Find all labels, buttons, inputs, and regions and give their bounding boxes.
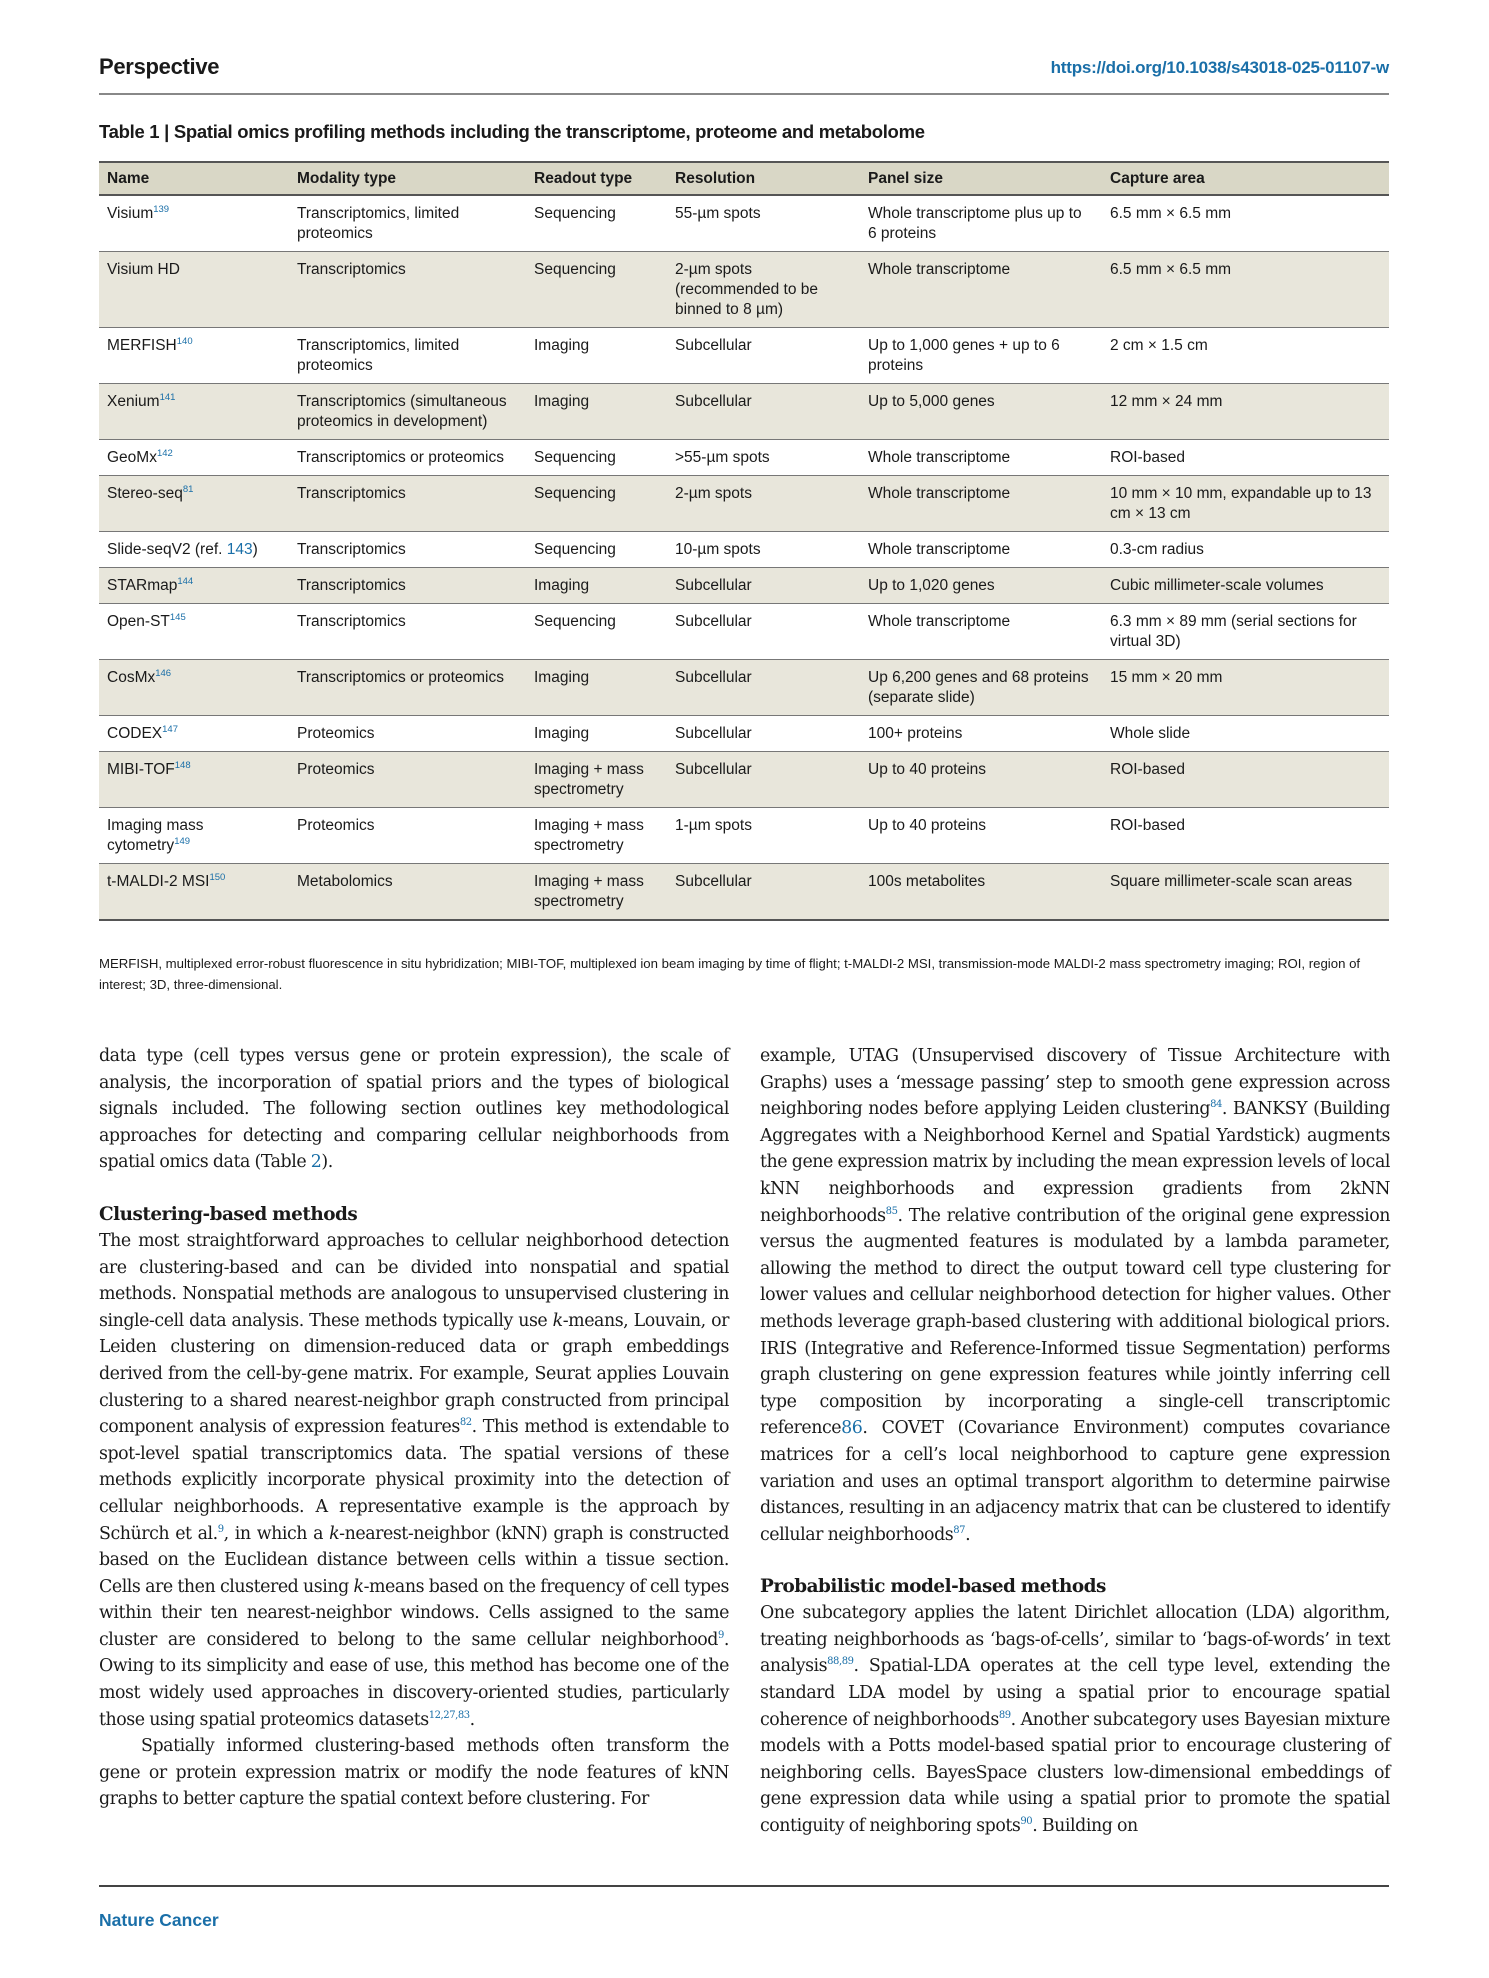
cell-panel-size-text: 100+ proteins	[868, 725, 963, 742]
cell-name-text: Xenium	[107, 393, 160, 410]
cell-capture-area-text: 6.3 mm × 89 mm (serial sections for virtual 3D)	[1110, 613, 1357, 650]
cell-readout	[526, 660, 667, 716]
cell-capture-area	[1102, 568, 1389, 604]
cell-resolution-text: Subcellular	[675, 393, 752, 410]
cell-resolution-text: 2-µm spots (recommended to be binned to 8 µm)	[675, 261, 819, 318]
cell-panel-size	[860, 440, 1102, 476]
cell-readout	[526, 532, 667, 568]
table-row	[99, 808, 1389, 864]
cell-capture-area	[1102, 195, 1389, 252]
citation-superscript[interactable]: 85	[885, 1205, 898, 1217]
column-header-name: Name	[99, 162, 289, 195]
running-head	[99, 54, 1389, 90]
cell-modality	[289, 476, 526, 532]
citation-superscript[interactable]: 9	[718, 1629, 724, 1641]
cell-name	[99, 476, 289, 532]
cell-capture-area	[1102, 384, 1389, 440]
cell-readout-text: Sequencing	[534, 261, 616, 278]
cell-name-text: STARmap	[107, 577, 178, 594]
cell-resolution	[667, 195, 860, 252]
cell-modality-text: Transcriptomics	[297, 613, 406, 630]
cell-capture-area	[1102, 808, 1389, 864]
reference-superscript[interactable]: 150	[209, 872, 226, 883]
cell-resolution-text: >55-µm spots	[675, 449, 770, 466]
table-row	[99, 195, 1389, 252]
cell-readout-text: Imaging + mass spectrometry	[534, 761, 644, 798]
cell-name	[99, 195, 289, 252]
cell-name-text: Imaging mass cytometry	[107, 817, 204, 854]
column-header-capture-area: Capture area	[1102, 162, 1389, 195]
paragraph: The most straightforward approaches to cellular neighborhood detection are clustering-based and can be divided into nonspatial and spatial methods. Nonspatial methods are analogous to unsupervised clustering in single-cell data analysis. These methods typically use k-means, Louvain, or Leiden clustering on dimension-reduced data or graph embeddings derived from the cell-by-gene matrix. For example, Seurat applies Louvain clustering to a shared nearest-neighbor graph constructed from principal component analysis of expression features$^{82}$. This method is extendable to spot-level spatial transcriptomics data. The spatial versions of these methods explicitly incorporate physical proximity into the detection of cellular neighborhoods. A representative example is the approach by Schürch et al.$^9$, in which a k-nearest-neighbor (kNN) graph is constructed based on the Euclidean distance between cells within a tissue section. Cells are then clustered using k-means based on the frequency of cell types within their ten nearest-neighbor windows. Cells assigned to the same cluster are considered to belong to the same cellular neighborhood$^9$. Owing to its simplicity and ease of use, this method has become one of the most widely used approaches in discovery-oriented studies, particularly those using spatial proteomics datasets$^{12,27,83}$.	[99, 1230, 729, 1730]
cell-name-text: t-MALDI-2 MSI	[107, 873, 210, 890]
cell-modality	[289, 604, 526, 660]
cell-panel-size-text: Whole transcriptome	[868, 485, 1011, 502]
cell-modality	[289, 328, 526, 384]
cell-readout	[526, 440, 667, 476]
cell-capture-area	[1102, 604, 1389, 660]
cell-capture-area-text: 0.3-cm radius	[1110, 541, 1204, 558]
cell-readout-text: Imaging	[534, 669, 590, 686]
cell-resolution-text: Subcellular	[675, 669, 752, 686]
cell-modality-text: Transcriptomics	[297, 577, 406, 594]
cell-readout	[526, 195, 667, 252]
journal-name[interactable]: Nature Cancer	[99, 1910, 219, 1930]
cell-resolution-text: Subcellular	[675, 873, 752, 890]
cell-modality-text: Proteomics	[297, 761, 375, 778]
cell-resolution	[667, 660, 860, 716]
table-header-row	[99, 162, 1389, 195]
cell-capture-area	[1102, 328, 1389, 384]
cell-name-suffix: )	[252, 541, 258, 558]
cell-resolution-text: 10-µm spots	[675, 541, 761, 558]
cell-panel-size	[860, 328, 1102, 384]
cell-panel-size-text: Up 6,200 genes and 68 proteins (separate slide)	[868, 669, 1089, 706]
cell-resolution	[667, 476, 860, 532]
cell-readout	[526, 864, 667, 921]
italic-text: k	[552, 1310, 563, 1331]
cell-name-text: Visium	[107, 205, 154, 222]
paragraph: example, UTAG (Unsupervised discovery of Tissue Architecture with Graphs) uses a ‘message passing’ step to smooth gene expression across neighboring nodes before applying Leiden clustering$^{84}$. BANKSY (Building Aggregates with a Neighborhood Kernel and Spatial Yardstick) augments the gene expression matrix by including the mean expression levels of local kNN neighborhoods and expression gradients from 2kNN neighborhoods$^{85}$. The relative contribution of the original gene expression versus the augmented features is modulated by a lambda parameter, allowing the method to direct the output toward cell type clustering for lower values and cellular neighborhood detection for higher values. Other methods leverage graph-based clustering with additional biological priors. IRIS (Integrative and Reference-Informed tissue Segmentation) performs graph clustering on gene expression features while jointly inferring cell type composition by incorporating a single-cell transcriptomic reference86. COVET (Covariance Environment) computes covariance matrices for a cell’s local neighborhood to capture gene expression variation and uses an optimal transport algorithm to determine pairwise distances, resulting in an adjacency matrix that can be clustered to identify cellular neighborhoods$^{87}$.	[760, 1046, 1390, 1545]
cell-resolution-text: Subcellular	[675, 337, 752, 354]
cell-readout	[526, 252, 667, 328]
cell-readout	[526, 604, 667, 660]
cell-readout-text: Imaging	[534, 337, 590, 354]
table-row	[99, 604, 1389, 660]
cell-modality-text: Transcriptomics, limited proteomics	[297, 205, 460, 242]
cell-panel-size	[860, 716, 1102, 752]
reference-superscript[interactable]: 141	[159, 392, 176, 403]
cell-modality	[289, 752, 526, 808]
table-row	[99, 252, 1389, 328]
cell-capture-area	[1102, 476, 1389, 532]
citation-link[interactable]: 86	[841, 1418, 863, 1439]
citation-superscript[interactable]: 90	[1020, 1816, 1033, 1828]
table-caption: Table 1 | Spatial omics profiling methods including the transcriptome, proteome and metabolome	[99, 121, 925, 142]
table-row	[99, 440, 1389, 476]
cell-modality	[289, 808, 526, 864]
cell-resolution-text: 2-µm spots	[675, 485, 752, 502]
cell-resolution-text: 1-µm spots	[675, 817, 752, 834]
cell-modality	[289, 384, 526, 440]
cell-readout-text: Sequencing	[534, 613, 616, 630]
citation-link[interactable]: 2	[310, 1152, 322, 1173]
table-row	[99, 384, 1389, 440]
cell-capture-area-text: 2 cm × 1.5 cm	[1110, 337, 1208, 354]
cell-modality	[289, 716, 526, 752]
cell-modality-text: Metabolomics	[297, 873, 393, 890]
cell-capture-area	[1102, 864, 1389, 921]
cell-name-text: MERFISH	[107, 337, 177, 354]
cell-name	[99, 568, 289, 604]
cell-panel-size-text: Up to 40 proteins	[868, 761, 987, 778]
table-row	[99, 568, 1389, 604]
cell-readout-text: Sequencing	[534, 205, 616, 222]
cell-name-text: Slide-seqV2 (ref.	[107, 541, 227, 558]
cell-resolution	[667, 864, 860, 921]
cell-name-text: CosMx	[107, 669, 156, 686]
cell-readout	[526, 808, 667, 864]
cell-panel-size-text: 100s metabolites	[868, 873, 986, 890]
cell-capture-area	[1102, 716, 1389, 752]
cell-modality-text: Transcriptomics, limited proteomics	[297, 337, 460, 374]
cell-panel-size-text: Whole transcriptome	[868, 261, 1011, 278]
cell-readout	[526, 716, 667, 752]
cell-modality-text: Transcriptomics or proteomics	[297, 669, 505, 686]
cell-resolution-text: Subcellular	[675, 577, 752, 594]
table-row	[99, 660, 1389, 716]
cell-modality-text: Transcriptomics or proteomics	[297, 449, 505, 466]
paragraph: Spatially informed clustering-based methods often transform the gene or protein expression matrix or modify the node features of kNN graphs to better capture the spatial context before clustering. For	[99, 1736, 729, 1810]
cell-panel-size-text: Whole transcriptome	[868, 541, 1011, 558]
cell-panel-size	[860, 568, 1102, 604]
cell-panel-size-text: Whole transcriptome	[868, 449, 1011, 466]
citation-superscript[interactable]: 12,27,83	[428, 1709, 470, 1721]
table-row	[99, 752, 1389, 808]
cell-resolution	[667, 384, 860, 440]
cell-capture-area-text: 12 mm × 24 mm	[1110, 393, 1223, 410]
cell-readout-text: Sequencing	[534, 449, 616, 466]
cell-capture-area-text: ROI-based	[1110, 449, 1185, 466]
reference-superscript[interactable]: 146	[155, 668, 172, 679]
cell-readout-text: Imaging	[534, 393, 590, 410]
table-row	[99, 476, 1389, 532]
cell-name	[99, 328, 289, 384]
cell-panel-size-text: Up to 1,000 genes + up to 6 proteins	[868, 337, 1060, 374]
cell-name	[99, 384, 289, 440]
cell-resolution	[667, 808, 860, 864]
cell-name-text: Stereo-seq	[107, 485, 183, 502]
reference-superscript[interactable]: 147	[162, 724, 178, 735]
reference-superscript[interactable]: 145	[169, 612, 186, 623]
table-body	[99, 195, 1389, 920]
cell-name	[99, 716, 289, 752]
section-heading-clustering: Clustering-based methods	[99, 1203, 358, 1225]
cell-resolution	[667, 604, 860, 660]
table-row	[99, 716, 1389, 752]
citation-superscript[interactable]: 84	[1210, 1099, 1222, 1111]
cell-name	[99, 808, 289, 864]
cell-resolution-text: Subcellular	[675, 725, 752, 742]
reference-superscript[interactable]: 148	[174, 760, 191, 771]
cell-capture-area	[1102, 440, 1389, 476]
citation-superscript[interactable]: 9	[217, 1523, 224, 1535]
cell-panel-size-text: Up to 5,000 genes	[868, 393, 995, 410]
cell-modality	[289, 568, 526, 604]
cell-name-text: CODEX	[107, 725, 163, 742]
cell-name	[99, 660, 289, 716]
cell-panel-size-text: Whole transcriptome	[868, 613, 1011, 630]
cell-panel-size	[860, 808, 1102, 864]
cell-readout	[526, 752, 667, 808]
cell-capture-area	[1102, 752, 1389, 808]
cell-capture-area	[1102, 252, 1389, 328]
table-row	[99, 328, 1389, 384]
cell-resolution-text: Subcellular	[675, 613, 752, 630]
column-header-readout: Readout type	[526, 162, 667, 195]
cell-panel-size	[860, 604, 1102, 660]
cell-capture-area-text: 10 mm × 10 mm, expandable up to 13 cm × 13 cm	[1110, 485, 1372, 522]
cell-name	[99, 532, 289, 568]
italic-text: k	[353, 1576, 364, 1597]
cell-capture-area	[1102, 660, 1389, 716]
citation-superscript[interactable]: 89	[998, 1709, 1011, 1721]
cell-panel-size	[860, 195, 1102, 252]
reference-superscript[interactable]: 140	[176, 336, 193, 347]
cell-readout	[526, 328, 667, 384]
reference-superscript[interactable]: 81	[182, 484, 194, 495]
cell-modality-text: Transcriptomics	[297, 541, 406, 558]
column-header-modality: Modality type	[289, 162, 526, 195]
methods-table	[99, 161, 1389, 921]
cell-name	[99, 864, 289, 921]
cell-resolution	[667, 716, 860, 752]
cell-resolution-text: Subcellular	[675, 761, 752, 778]
cell-name	[99, 440, 289, 476]
cell-name	[99, 752, 289, 808]
column-header-panel-size: Panel size	[860, 162, 1102, 195]
body-column-right	[760, 1043, 1390, 1840]
table-row	[99, 864, 1389, 921]
cell-resolution	[667, 532, 860, 568]
table-row	[99, 532, 1389, 568]
cell-modality	[289, 660, 526, 716]
cell-readout-text: Imaging	[534, 577, 590, 594]
table-footnote: MERFISH, multiplexed error-robust fluorescence in situ hybridization; MIBI-TOF, multiplexed ion beam imaging by time of flight; t-MALDI-2 MSI, transmission-mode MALDI-2 mass spectrometry imaging; ROI, region of interest; 3D, three-dimensional.	[99, 956, 1361, 992]
cell-capture-area-text: 15 mm × 20 mm	[1110, 669, 1223, 686]
cell-resolution	[667, 568, 860, 604]
cell-name-text: MIBI-TOF	[107, 761, 175, 778]
cell-modality-text: Proteomics	[297, 725, 375, 742]
italic-text: k	[329, 1523, 340, 1544]
body-column-left	[99, 1043, 729, 1813]
cell-panel-size	[860, 384, 1102, 440]
cell-panel-size	[860, 532, 1102, 568]
cell-panel-size	[860, 864, 1102, 921]
cell-capture-area-text: ROI-based	[1110, 761, 1185, 778]
cell-capture-area	[1102, 532, 1389, 568]
header-divider	[99, 93, 1389, 95]
cell-modality	[289, 252, 526, 328]
cell-readout-text: Imaging + mass spectrometry	[534, 817, 644, 854]
cell-modality	[289, 195, 526, 252]
cell-capture-area-text: 6.5 mm × 6.5 mm	[1110, 205, 1232, 222]
cell-name-text: GeoMx	[107, 449, 157, 466]
cell-panel-size	[860, 476, 1102, 532]
cell-modality	[289, 532, 526, 568]
cell-capture-area-text: ROI-based	[1110, 817, 1185, 834]
cell-modality	[289, 440, 526, 476]
cell-panel-size-text: Up to 40 proteins	[868, 817, 987, 834]
paragraph: One subcategory applies the latent Dirichlet allocation (LDA) algorithm, treating neighborhoods as ‘bags-of-cells’, similar to ‘bags-of-words’ in text analysis$^{88,89}$. Spatial-LDA operates at the cell type level, extending the standard LDA model by using a spatial prior to encourage spatial coherence of neighborhoods$^{89}$. Another subcategory uses Bayesian mixture models with a Potts model-based spatial prior to encourage clustering of neighboring cells. BayesSpace clusters low-dimensional embeddings of gene expression data while using a spatial prior to promote the spatial contiguity of neighboring spots$^{90}$. Building on	[760, 1603, 1390, 1837]
cell-capture-area-text: Square millimeter-scale scan areas	[1110, 873, 1353, 890]
cell-readout-text: Imaging + mass spectrometry	[534, 873, 644, 910]
cell-readout	[526, 384, 667, 440]
reference-superscript[interactable]: 142	[156, 448, 173, 459]
reference-superscript[interactable]: 149	[174, 836, 191, 847]
cell-capture-area-text: 6.5 mm × 6.5 mm	[1110, 261, 1232, 278]
footer-divider	[99, 1885, 1389, 1887]
cell-capture-area-text: Whole slide	[1110, 725, 1191, 742]
citation-superscript[interactable]: 82	[459, 1417, 472, 1429]
citation-superscript[interactable]: 87	[953, 1524, 966, 1536]
cell-readout	[526, 568, 667, 604]
cell-readout-text: Sequencing	[534, 485, 616, 502]
cell-modality-text: Transcriptomics	[297, 261, 406, 278]
cell-panel-size	[860, 252, 1102, 328]
cell-resolution-text: 55-µm spots	[675, 205, 761, 222]
citation-superscript[interactable]: 88,89	[827, 1656, 854, 1668]
cell-panel-size	[860, 660, 1102, 716]
reference-superscript[interactable]: 144	[177, 576, 194, 587]
cell-resolution	[667, 328, 860, 384]
cell-name	[99, 604, 289, 660]
cell-name	[99, 252, 289, 328]
cell-panel-size-text: Up to 1,020 genes	[868, 577, 995, 594]
section-heading-probabilistic: Probabilistic model-based methods	[760, 1576, 1106, 1598]
paragraph: data type (cell types versus gene or protein expression), the scale of analysis, the incorporation of spatial priors and the types of biological signals included. The following section outlines key methodological approaches for detecting and comparing cellular neighborhoods from spatial omics data (Table 2).	[99, 1046, 729, 1173]
cell-modality	[289, 864, 526, 921]
cell-panel-size-text: Whole transcriptome plus up to 6 proteins	[868, 205, 1082, 242]
cell-modality-text: Proteomics	[297, 817, 375, 834]
cell-resolution	[667, 440, 860, 476]
cell-modality-text: Transcriptomics (simultaneous proteomics in development)	[297, 393, 507, 430]
cell-resolution	[667, 752, 860, 808]
cell-readout	[526, 476, 667, 532]
table-1	[99, 161, 1389, 921]
cell-panel-size	[860, 752, 1102, 808]
cell-modality-text: Transcriptomics	[297, 485, 406, 502]
cell-name-text: Open-ST	[107, 613, 170, 630]
doi-link[interactable]: https://doi.org/10.1038/s43018-025-01107-w	[1050, 58, 1389, 77]
cell-capture-area-text: Cubic millimeter-scale volumes	[1110, 577, 1324, 594]
reference-link[interactable]: 143	[226, 541, 253, 558]
section-label: Perspective	[99, 54, 220, 79]
cell-name-text: Visium HD	[107, 261, 180, 278]
column-header-resolution: Resolution	[667, 162, 860, 195]
cell-readout-text: Sequencing	[534, 541, 616, 558]
cell-readout-text: Imaging	[534, 725, 590, 742]
cell-resolution	[667, 252, 860, 328]
reference-superscript[interactable]: 139	[153, 204, 170, 215]
